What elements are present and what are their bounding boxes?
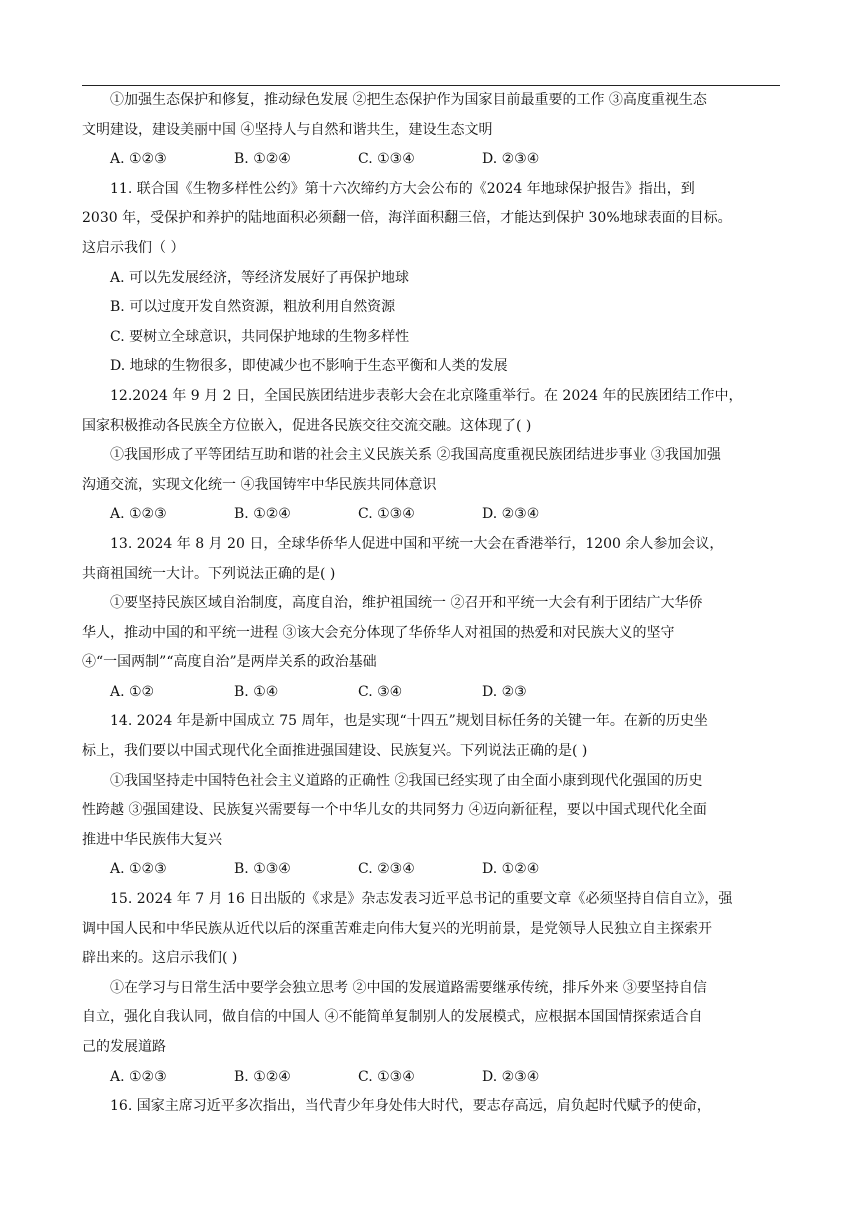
q14-options <box>82 855 782 885</box>
q14-statements-line1: ①我国坚持走中国特色社会主义道路的正确性 ②我国已经实现了由全面小康到现代化强国的历史 <box>110 772 703 789</box>
q12-statements-line1: ①我国形成了平等团结互助和谐的社会主义民族关系 ②我国高度重视民族团结进步事业 ③我国加强 <box>110 447 721 464</box>
q13-option-a: A. ①② <box>110 683 155 700</box>
q12-option-c: C. ①③④ <box>358 506 415 523</box>
q15-option-b: B. ①②④ <box>234 1068 291 1085</box>
q12-stem-line1: 12.2024 年 9 月 2 日，全国民族团结进步表彰大会在北京隆重举行。在 2024 年的民族团结工作中， <box>110 387 743 404</box>
q14-statements-line2: 性跨越 ③强国建设、民族复兴需要每一个中华儿女的共同努力 ④迈向新征程，要以中国式现代化全面 <box>82 802 707 819</box>
q10-option-d: D. ②③④ <box>482 151 540 168</box>
q11-option-b: B. 可以过度开发自然资源，粗放利用自然资源 <box>110 299 396 316</box>
q13-statements-line2: 华人，推动中国的和平统一进程 ③该大会充分体现了华侨华人对祖国的热爱和对民族大义的坚守 <box>82 624 675 641</box>
q13-stem-line2: 共商祖国统一大计。下列说法正确的是( ) <box>82 565 336 582</box>
q16-stem-line1: 16. 国家主席习近平多次指出，当代青少年身处伟大时代，要志存高远，肩负起时代赋予的使命， <box>110 1098 711 1115</box>
q14-option-c: C. ②③④ <box>358 861 415 878</box>
q14-statements-line3: 推进中华民族伟大复兴 <box>82 831 222 848</box>
q15-options <box>82 1063 782 1093</box>
q12-options <box>82 500 782 530</box>
q11-stem-line2: 2030 年，受保护和养护的陆地面积必须翻一倍，海洋面积翻三倍，才能达到保护 30%地球表面的目标。 <box>82 210 732 227</box>
q15-option-d: D. ②③④ <box>482 1068 540 1085</box>
q15-option-a: A. ①②③ <box>110 1068 167 1085</box>
q13-option-c: C. ③④ <box>358 683 403 700</box>
q10-statements-line1: ①加强生态保护和修复，推动绿色发展 ②把生态保护作为国家目前最重要的工作 ③高度重视生态 <box>110 92 707 108</box>
q13-options <box>82 678 782 708</box>
q10-option-c: C. ①③④ <box>358 151 415 168</box>
q12-stem-line2: 国家积极推动各民族全方位嵌入，促进各民族交往交流交融。这体现了( ) <box>82 417 532 434</box>
q14-option-b: B. ①③④ <box>234 861 291 878</box>
q15-stem-line2: 调中国人民和中华民族从近代以后的深重苦难走向伟大复兴的光明前景，是党领导人民独立自主探索开 <box>82 920 712 937</box>
q13-option-b: B. ①④ <box>234 683 279 700</box>
q12-statements-line2: 沟通交流，实现文化统一 ④我国铸牢中华民族共同体意识 <box>82 476 437 493</box>
q12-option-d: D. ②③④ <box>482 506 540 523</box>
q15-stem-line1: 15. 2024 年 7 月 16 日出版的《求是》杂志发表习近平总书记的重要文章《必须坚持自信自立》，强 <box>110 891 733 908</box>
q12-option-b: B. ①②④ <box>234 506 291 523</box>
q10-options <box>82 145 782 175</box>
q12-option-a: A. ①②③ <box>110 506 167 523</box>
q13-statements-line3: ④“一国两制”“高度自治”是两岸关系的政治基础 <box>82 654 377 671</box>
q11-stem-line1: 11. 联合国《生物多样性公约》第十六次缔约方大会公布的《2024 年地球保护报告》指出，到 <box>110 180 695 197</box>
q14-option-d: D. ①②④ <box>482 861 540 878</box>
q15-statements-line2: 自立，强化自我认同，做自信的中国人 ④不能简单复制别人的发展模式，应根据本国国情探索适合自 <box>82 1009 703 1026</box>
q15-stem-line3: 辟出来的。这启示我们( ) <box>82 950 238 967</box>
q14-option-a: A. ①②③ <box>110 861 167 878</box>
q13-stem-line1: 13. 2024 年 8 月 20 日，全球华侨华人促进中国和平统一大会在香港举行，1200 余人参加会议， <box>110 535 724 552</box>
q11-option-c: C. 要树立全球意识，共同保护地球的生物多样性 <box>110 328 410 345</box>
q15-statements-line3: 己的发展道路 <box>82 1039 166 1055</box>
exam-page <box>82 86 782 1122</box>
q13-statements-line1: ①要坚持民族区域自治制度，高度自治，维护祖国统一 ②召开和平统一大会有利于团结广大华侨 <box>110 595 703 612</box>
q11-option-a: A. 可以先发展经济，等经济发展好了再保护地球 <box>110 269 410 286</box>
q14-stem-line1: 14. 2024 年是新中国成立 75 周年，也是实现“十四五”规划目标任务的关键一年。在新的历史坐 <box>110 713 708 730</box>
q11-stem-line3: 这启示我们（ ） <box>82 239 185 256</box>
q10-statements-line2: 文明建设，建设美丽中国 ④坚持人与自然和谐共生，建设生态文明 <box>82 121 493 138</box>
q10-option-b: B. ①②④ <box>234 151 291 168</box>
q15-statements-line1: ①在学习与日常生活中要学会独立思考 ②中国的发展道路需要继承传统，排斥外来 ③要坚持自信 <box>110 979 707 996</box>
q13-option-d: D. ②③ <box>482 683 527 700</box>
q14-stem-line2: 标上，我们要以中国式现代化全面推进强国建设、民族复兴。下列说法正确的是( ) <box>82 743 588 760</box>
q15-option-c: C. ①③④ <box>358 1068 415 1085</box>
q11-option-d: D. 地球的生物很多，即使减少也不影响于生态平衡和人类的发展 <box>110 358 508 375</box>
q10-option-a: A. ①②③ <box>110 151 167 168</box>
